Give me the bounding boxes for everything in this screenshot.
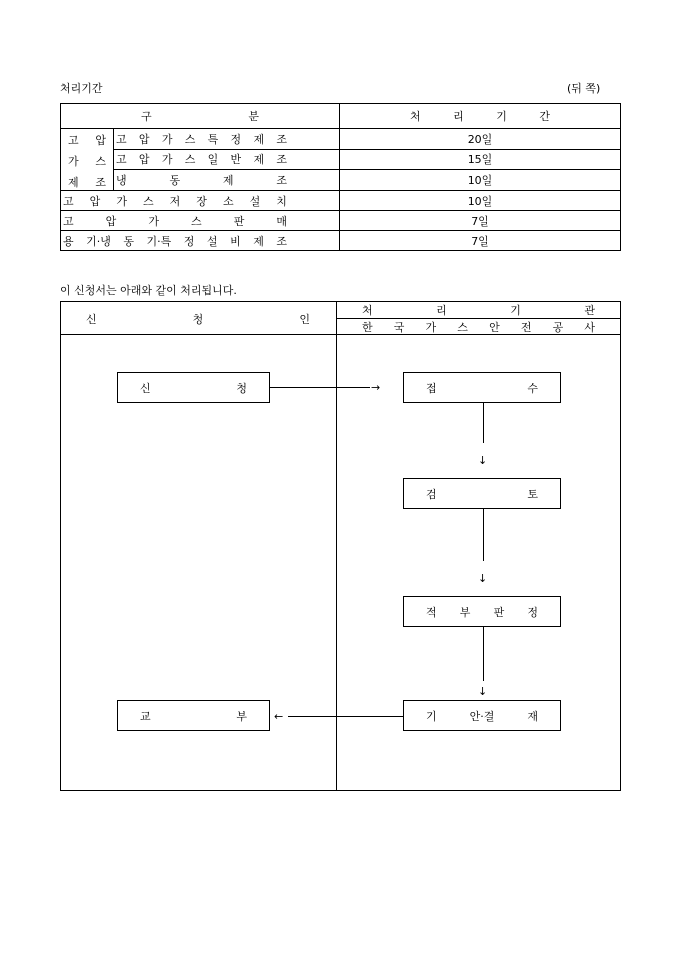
column-header-category [61,104,340,129]
spread-char: 스 [95,155,106,168]
spread-char: 비 [230,234,241,248]
spread-char: 압 [138,153,150,167]
connector-approve-deliver [288,716,403,717]
spread-char: 사 [584,321,595,334]
spread-char: 소 [222,194,234,208]
row-period: 10일 [340,191,621,211]
spread-char: 정 [527,605,538,619]
arrow-right-icon: → [371,381,381,394]
spread-char: 부 [459,605,471,619]
arrow-down-icon: ↓ [478,685,488,698]
step-judge [403,596,561,627]
spread-char: 공 [552,321,564,334]
spread-char: 신 [86,313,97,326]
spread-char: 일 [207,153,219,167]
spread-char: 압 [89,194,101,208]
spread-char: 고 [63,194,74,208]
step-apply [117,372,270,403]
spread-char: 스 [184,153,196,167]
spread-char: 재 [527,709,538,723]
step-deliver [117,700,270,731]
period-header-text [340,108,620,124]
spread-char: 동 [169,174,181,188]
spread-char: 신 [140,381,151,395]
row-period: 15일 [340,149,621,170]
spread-char: 조 [276,174,287,188]
spread-char: 장 [196,194,207,208]
spread-char: 가 [68,155,79,168]
processor-header [336,302,621,318]
spread-char: 전 [520,321,532,334]
spread-char: 가 [425,321,437,334]
category-header-text [61,108,339,124]
spread-char: 적 [426,605,437,619]
spread-char: 저 [169,194,181,208]
spread-char: 인 [299,313,310,326]
spread-char: 교 [140,709,151,723]
spread-char: 가 [161,153,173,167]
group-label-line [61,148,113,169]
spread-char: 조 [276,132,287,146]
spread-char: 한 [362,321,373,334]
row-period: 7일 [340,231,621,251]
spread-char: 제 [68,176,79,189]
step-receive [403,372,561,403]
spread-char: 처 [362,304,373,317]
connector-judge-approve [483,627,484,681]
spread-char: 가 [161,132,173,146]
spread-char: 부 [236,709,247,723]
page-side-text: (뒤 쪽) [567,82,601,95]
row-period: 10일 [340,170,621,191]
row-label [114,129,340,150]
spread-char: 조 [276,153,287,167]
group-label-line [61,169,113,190]
spread-char: 스 [142,194,154,208]
spread-char: 리 [436,304,447,317]
arrow-left-icon: ← [274,710,284,723]
spread-char: 제 [253,153,265,167]
row-label [61,191,340,211]
spread-char: 정 [230,132,242,146]
processing-period-table [60,103,621,251]
spread-char: 기·특 [146,234,172,248]
spread-char: 접 [426,381,437,395]
spread-char: 토 [527,487,538,501]
spread-char: 스 [191,214,202,228]
row-label [61,211,340,231]
arrow-down-icon: ↓ [478,572,488,585]
spread-char: 동 [123,234,135,248]
spread-char: 리 [453,110,464,123]
spread-char: 고 [116,132,127,146]
spread-char: 고 [63,214,74,228]
spread-char: 기·냉 [86,234,111,248]
spread-char: 조 [95,176,106,189]
page-side-label [567,80,621,96]
spread-char: 기 [496,110,507,123]
spread-char: 압 [95,134,106,147]
spread-char: 청 [236,381,247,395]
spread-char: 제 [222,174,234,188]
page-title: 처리기간 [60,82,103,95]
row-period: 7일 [340,211,621,231]
spread-char: 스 [457,321,468,334]
spread-char: 제 [253,132,265,146]
spread-char: 가 [148,214,159,228]
column-header-period [340,104,621,129]
spread-char: 설 [249,194,261,208]
spread-char: 검 [426,487,437,501]
connector-review-judge [483,509,484,561]
spread-char: 가 [116,194,127,208]
arrow-down-icon: ↓ [478,454,488,467]
spread-char: 압 [138,132,150,146]
row-label [114,170,340,191]
group-label-line [61,129,113,148]
spread-char: 안·결 [469,709,495,723]
spread-char: 특 [207,132,219,146]
spread-char: 판 [233,214,245,228]
group-label-cell [61,129,114,191]
spread-char: 치 [276,194,287,208]
spread-char: 스 [184,132,196,146]
connector-receive-review [483,403,484,443]
spread-char: 국 [393,321,405,334]
spread-char: 기 [510,304,521,317]
spread-char: 설 [206,234,218,248]
row-label [114,149,340,170]
processor-organization [336,319,621,335]
spread-char: 청 [192,313,204,326]
column-divider [336,301,337,791]
spread-char: 구 [141,110,152,123]
spread-char: 분 [248,110,259,123]
spread-char: 용 [63,234,74,248]
spread-char: 기 [426,709,437,723]
spread-char: 안 [489,321,500,334]
spread-char: 정 [183,234,195,248]
flow-intro-text: 이 신청서는 아래와 같이 처리됩니다. [60,284,237,297]
spread-char: 반 [230,153,242,167]
spread-char: 간 [539,110,550,123]
row-label [61,231,340,251]
connector-apply-receive [270,387,370,388]
spread-char: 제 [253,234,264,248]
spread-char: 처 [410,110,421,123]
spread-char: 압 [105,214,117,228]
spread-char: 고 [116,153,127,167]
spread-char: 수 [527,381,538,395]
spread-char: 판 [493,605,505,619]
row-period: 20일 [340,129,621,150]
step-approve [403,700,561,731]
spread-char: 매 [276,214,287,228]
spread-char: 냉 [116,174,127,188]
spread-char: 조 [276,234,287,248]
spread-char: 관 [584,304,595,317]
applicant-header [60,311,336,327]
spread-char: 고 [68,134,79,147]
step-review [403,478,561,509]
